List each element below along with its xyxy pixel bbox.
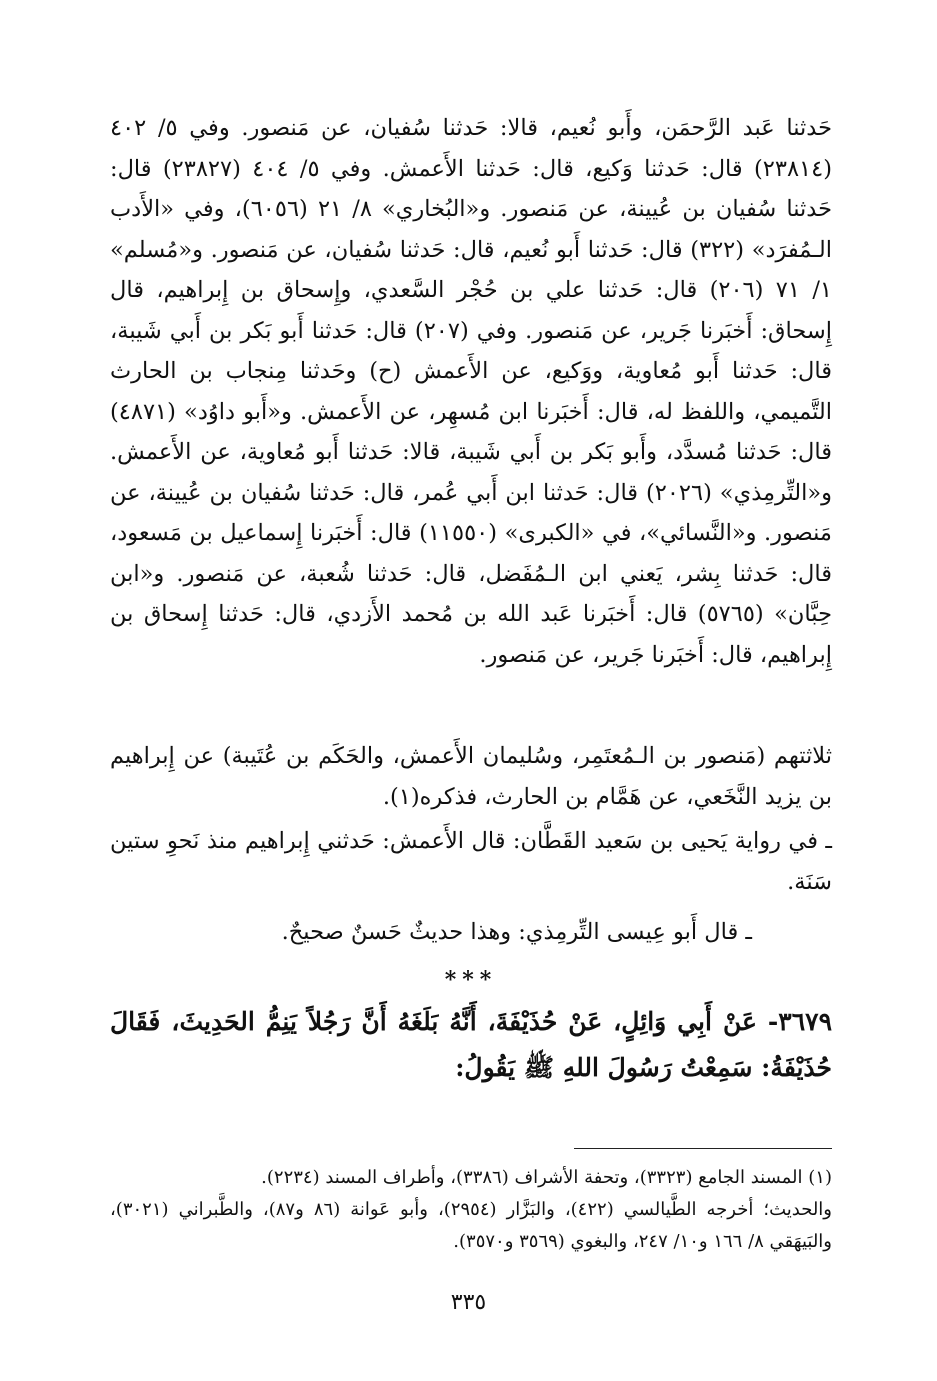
page-number: ٣٣٥ bbox=[450, 1290, 487, 1315]
note-tirmidhi: ـ قال أَبو عِيسى التِّرمِذي: وهذا حديثٌ حَسنٌ صحيحٌ. bbox=[281, 919, 752, 945]
hadith-text: ٣٦٧٩- عَنْ أَبِي وَائِلٍ، عَنْ حُذَيْفَةَ، أَنَّهُ بَلَغَهُ أَنَّ رَجُلاً يَنِمُّ الحَدِيثَ، فَقَالَ حُذَيْفَةُ: سَمِعْتُ رَسُولَ اللهِ ﷺ يَقُولُ: bbox=[110, 1006, 832, 1082]
footnotes bbox=[110, 1162, 832, 1258]
footnote-1: (١) المسند الجامع (٣٣٢٣)، وتحفة الأشراف (٣٣٨٦)، وأطراف المسند (٢٢٣٤). bbox=[261, 1167, 832, 1188]
footnote-divider bbox=[574, 1148, 832, 1149]
chain-paragraph: ثلاثتهم (مَنصور بن الـمُعتَمِر، وسُليمان الأَعمش، والحَكَم بن عُتَيبة) عن إِبراهيم بن يزيد النَّخَعي، عن هَمَّام بن الحارث، فذكره(١). bbox=[110, 743, 832, 810]
note-yahya: ـ في رواية يَحيى بن سَعيد القَطَّان: قال الأَعمش: حَدثني إِبراهيم منذ نَحوِ ستين سَنَة. bbox=[110, 828, 832, 895]
footnote-2: والحديث؛ أخرجه الطَّيالسي (٤٢٢)، والبَزَّار (٢٩٥٤)، وأبو عَوانة (٨٦ و٨٧)، والطَّبراني (٣٠٢١)، والبَيهَقي ٨/ ١٦٦ و١٠/ ٢٤٧، والبغوي (٣٥٦٩ و٣٥٧٠). bbox=[110, 1199, 832, 1252]
section-separator: *** bbox=[444, 966, 498, 993]
takhrij-paragraph: حَدثنا عَبد الرَّحمَن، وأَبو نُعيم، قالا: حَدثنا سُفيان، عن مَنصور. وفي ٥/ ٤٠٢ (٢٣٨١٤) قال: حَدثنا وَكيع، قال: حَدثنا الأَعمش. وفي ٥/ ٤٠٤ (٢٣٨٢٧) قال: حَدثنا سُفيان بن عُيينة، عن مَنصور. و«البُخاري» ٨/ ٢١ (٦٠٥٦)، وفي «الأَدب الـمُفرَد» (٣٢٢) قال: حَدثنا أَبو نُعيم، قال: حَدثنا سُفيان، عن مَنصور. و«مُسلم» ١/ ٧١ (٢٠٦) قال: حَدثنا علي بن حُجْر السَّعدي، وإِسحاق بن إِبراهيم، قال إِسحاق: أَخبَرنا جَرير، عن مَنصور. وفي (٢٠٧) قال: حَدثنا أَبو بَكر بن أَبي شَيبة، قال: حَدثنا أَبو مُعاوية، ووَكيع، عن الأَعمش (ح) وحَدثنا مِنجاب بن الحارث التَّميمي، واللفظ له، قال: أَخبَرنا ابن مُسهِر، عن الأَعمش. و«أَبو داوُد» (٤٨٧١) قال: حَدثنا مُسدَّد، وأَبو بَكر بن أَبي شَيبة، قالا: حَدثنا أَبو مُعاوية، عن الأَعمش. و«التِّرمِذي» (٢٠٢٦) قال: حَدثنا ابن أَبي عُمر، قال: حَدثنا سُفيان بن عُيينة، عن مَنصور. و«النَّسائي»، في «الكبرى» (١١٥٥٠) قال: أَخبَرنا إِسماعيل بن مَسعود، قال: حَدثنا بِشر، يَعني ابن الـمُفَضل، قال: حَدثنا شُعبة، عن مَنصور. و«ابن حِبَّان» (٥٧٦٥) قال: أَخبَرنا عَبد الله بن مُحمد الأَزدي، قال: حَدثنا إِسحاق بن إِبراهيم، قال: أَخبَرنا جَرير، عن مَنصور. bbox=[110, 115, 832, 668]
page-body bbox=[110, 108, 832, 1091]
